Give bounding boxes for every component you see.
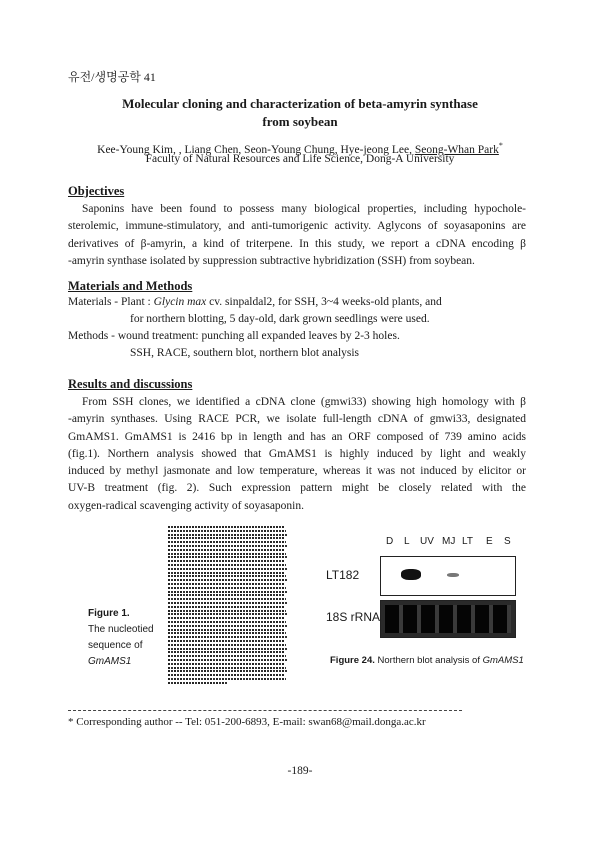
paper-title-line-1: Molecular cloning and characterization of beta-amyrin synthase [122,96,478,111]
objectives-line-2: sterolemic, immune-stimulatory, and anti-tumorigenic activity. Aglycons of soyasaponins are [68,220,526,233]
sequence-line [168,553,286,555]
results-line-7: oxygen-radical scavenging activity of soyasaponin. [68,499,304,512]
sequence-line [168,606,284,608]
sequence-line [168,572,284,574]
methods-heading: Materials and Methods [68,279,193,293]
sequence-line [168,534,288,536]
objectives-paragraph [68,201,526,270]
figure-2-caption-text: Northern blot analysis of [377,655,480,666]
lane-label-mj: MJ [442,536,456,547]
sequence-line [168,644,286,646]
results-line-5: induced by methyl jasmonate and low temperature, whereas it was not induced by elicitor or [68,465,526,478]
methods-line-2: SSH, RACE, southern blot, northern blot analysis [130,347,360,359]
lane-label-uv: UV [420,536,434,547]
page-number: -189- [287,765,313,777]
sequence-line [168,663,284,665]
sequence-line [168,636,288,638]
affiliation: Faculty of Natural Resources and Life Science, Dong-A University [145,153,455,165]
sequence-line [168,678,286,680]
sequence-line [168,610,286,612]
sequence-line [168,583,284,585]
blot-rrna-bands [385,605,511,633]
materials-line-2: for northern blotting, 5 day-old, dark grown seedlings were used. [130,313,430,325]
objectives-line-4: -amyrin synthase isolated by suppression subtractive hybridization (SSH) from soybean. [68,254,475,267]
materials-line-1 [68,296,442,308]
blot-band-light [401,569,421,580]
sequence-line [168,613,288,615]
sequence-line [168,602,288,604]
journal-section-label: 유전/생명공학 41 [68,70,156,84]
lane-label-l: L [404,536,410,547]
objectives-line-3: derivatives of β-amyrin, a kind of triterpene. In this study, we report a cDNA encoding β [68,237,526,250]
sequence-line [168,625,288,627]
sequence-line [168,545,288,547]
corresponding-footnote: * Corresponding author -- Tel: 051-200-6893, E-mail: swan68@mail.donga.ac.kr [68,716,426,728]
sequence-line [168,617,284,619]
sequence-line [168,674,284,676]
results-line-2: -amyrin synthases. Using RACE PCR, we isolate full-length cDNA of gmwi33, designated [68,413,526,426]
figure-1-gene: GmAMS1 [88,656,132,667]
figure-1-caption-line-2: sequence of [88,640,143,651]
blot-rrna-panel [380,600,516,638]
footnote-divider [68,710,462,711]
sequence-line [168,568,288,570]
sequence-line [168,659,288,661]
sequence-line [168,648,288,650]
lane-label-d: D [386,536,394,547]
sequence-line [168,629,284,631]
blot-lt182-panel [380,556,516,596]
materials-label: Materials - Plant : [68,296,151,308]
results-line-3: GmAMS1. GmAMS1 is 2416 bp in length and has an ORF composed of 739 amino acids [68,430,526,443]
sequence-line [168,594,284,596]
authors-text: Kee-Young Kim, , Liang Chen, Seon-Young Chung, Hye-jeong Lee, [97,143,412,156]
sequence-line [168,556,288,558]
results-line-6: UV-B treatment (fig. 2). Such expression pattern might be closely related with the [68,482,526,495]
results-line-4: (fig.1). Northern analysis showed that GmAMS1 is highly induced by light and weakly [68,447,526,460]
results-paragraph [68,394,526,515]
figure-1-caption [88,606,154,670]
sequence-line [168,655,286,657]
results-heading: Results and discussions [68,377,193,391]
sequence-line [168,549,284,551]
sequence-line [168,598,286,600]
sequence-line [168,541,286,543]
figure-1-label: Figure 1. [88,608,130,619]
paper-title-line-2: from soybean [262,114,338,129]
sequence-line [168,667,286,669]
sequence-line [168,640,284,642]
corresponding-mark: * [498,141,503,150]
sequence-line [168,670,288,672]
objectives-heading: Objectives [68,184,125,198]
figure-2-caption [330,655,524,666]
sequence-line [168,682,228,684]
sequence-line [168,560,284,562]
sequence-line [168,591,288,593]
lane-label-lt: LT [462,536,473,547]
sequence-line [168,537,284,539]
sequence-line [168,632,286,634]
lane-label-s: S [504,536,511,547]
sequence-line [168,587,286,589]
figure-1-sequence-image [168,526,292,688]
lane-label-e: E [486,536,493,547]
sequence-line [168,621,286,623]
sequence-line [168,564,286,566]
figure-2-label: Figure 24. [330,655,375,666]
corresponding-author-name: Seong-Whan Park [414,143,499,156]
sequence-line [168,575,286,577]
figure-1-caption-line-1: The nucleotied [88,624,154,635]
sequence-line [168,651,284,653]
results-line-1: From SSH clones, we identified a cDNA clone (gmwi33) showing high homology with β [82,396,526,408]
blot-row-1-label: LT182 [326,568,360,582]
blot-band-mj [447,573,459,577]
materials-species: Glycin max [153,296,207,308]
blot-row-2-label: 18S rRNA [326,610,381,624]
sequence-line [168,526,284,528]
methods-line-1: Methods - wound treatment: punching all expanded leaves by 2-3 holes. [68,330,400,342]
objectives-line-1: Saponins have been found to possess many biological properties, including hypochole- [82,203,526,215]
materials-rest: cv. sinpaldal2, for SSH, 3~4 weeks-old plants, and [209,296,442,308]
sequence-line [168,530,286,532]
sequence-line [168,579,288,581]
figure-2-gene: GmAMS1 [482,655,524,666]
